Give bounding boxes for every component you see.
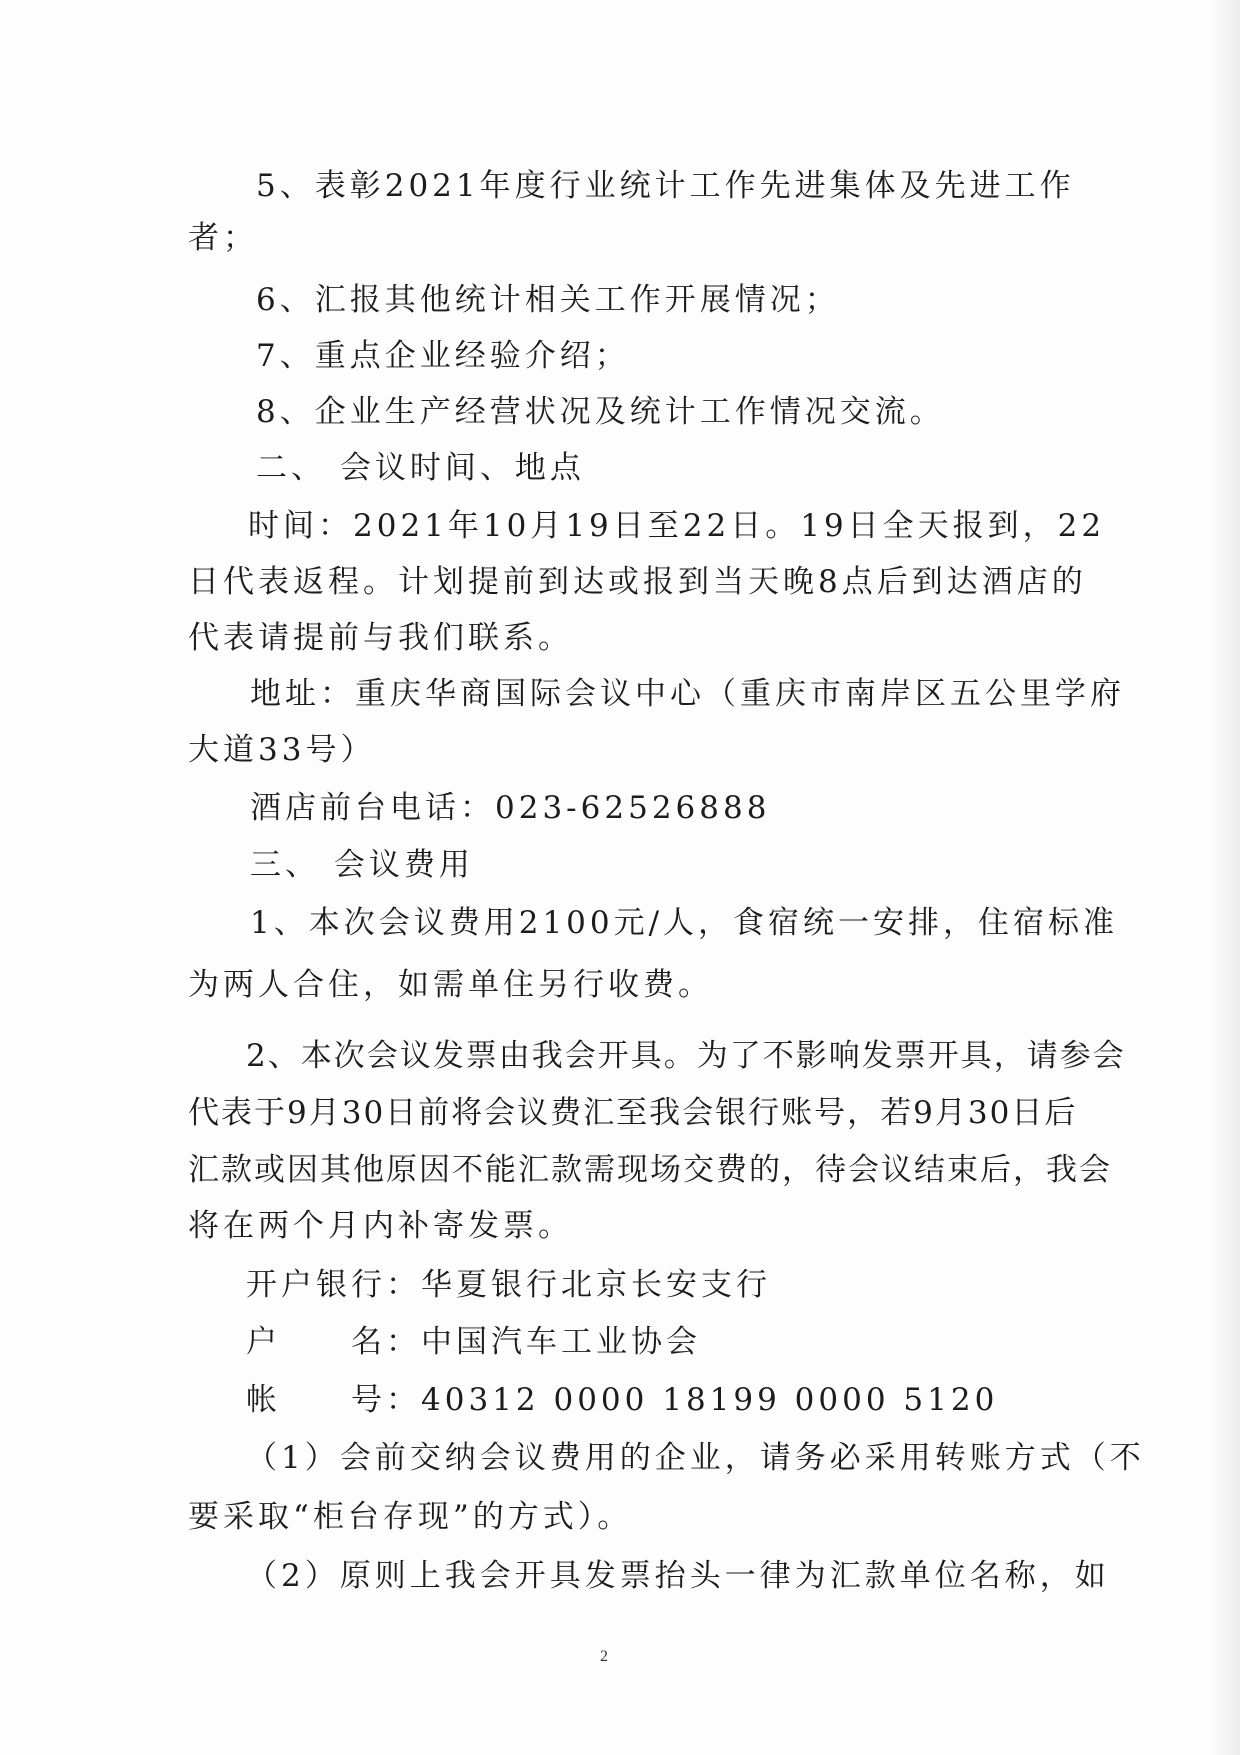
- text-line-item5: 5、表彰2021年度行业统计工作先进集体及先进工作: [256, 168, 1075, 204]
- text-line-fee-1: 1、本次会议费用2100元/人，食宿统一安排，住宿标准: [250, 905, 1119, 941]
- text-line-note-1-cont: 要采取“柜台存现”的方式）。: [188, 1499, 633, 1535]
- text-line-item7: 7、重点企业经验介绍；: [256, 338, 630, 374]
- text-line-fee-2-cont-3: 将在两个月内补寄发票。: [188, 1208, 573, 1244]
- text-line-time-cont-2: 代表请提前与我们联系。: [188, 620, 573, 656]
- text-line-fee-2-cont-1: 代表于9月30日前将会议费汇至我会银行账号，若9月30日后: [188, 1095, 1078, 1131]
- text-line-fee-2: 2、本次会议发票由我会开具。为了不影响发票开具，请参会: [246, 1038, 1126, 1074]
- text-line-fee-2-cont-2: 汇款或因其他原因不能汇款需现场交费的，待会议结束后，我会: [188, 1152, 1112, 1188]
- scan-edge-shadow: [1210, 0, 1240, 1755]
- text-line-item5-cont: 者；: [188, 220, 258, 256]
- text-line-account-number: 帐 号：40312 0000 18199 0000 5120: [246, 1382, 999, 1418]
- text-line-bank: 开户银行：华夏银行北京长安支行: [246, 1267, 771, 1303]
- text-line-address-cont: 大道33号）: [188, 732, 376, 768]
- text-line-time-cont-1: 日代表返程。计划提前到达或报到当天晚8点后到达酒店的: [188, 564, 1087, 600]
- section-heading-time-location: 二、 会议时间、地点: [256, 450, 585, 486]
- text-line-note-2: （2）原则上我会开具发票抬头一律为汇款单位名称，如: [246, 1558, 1110, 1594]
- section-heading-fees: 三、 会议费用: [250, 847, 474, 883]
- text-line-account-name: 户 名：中国汽车工业协会: [246, 1324, 701, 1360]
- text-line-note-1: （1）会前交纳会议费用的企业，请务必采用转账方式（不: [246, 1440, 1145, 1476]
- text-line-time: 时间：2021年10月19日至22日。19日全天报到，22: [248, 508, 1106, 544]
- text-line-hotel-phone: 酒店前台电话：023-62526888: [250, 790, 771, 826]
- text-line-fee-1-cont: 为两人合住，如需单住另行收费。: [188, 967, 713, 1003]
- text-line-address: 地址：重庆华商国际会议中心（重庆市南岸区五公里学府: [250, 676, 1125, 712]
- text-line-item8: 8、企业生产经营状况及统计工作情况交流。: [256, 394, 945, 430]
- page-number: 2: [600, 1648, 608, 1665]
- text-line-item6: 6、汇报其他统计相关工作开展情况；: [256, 282, 840, 318]
